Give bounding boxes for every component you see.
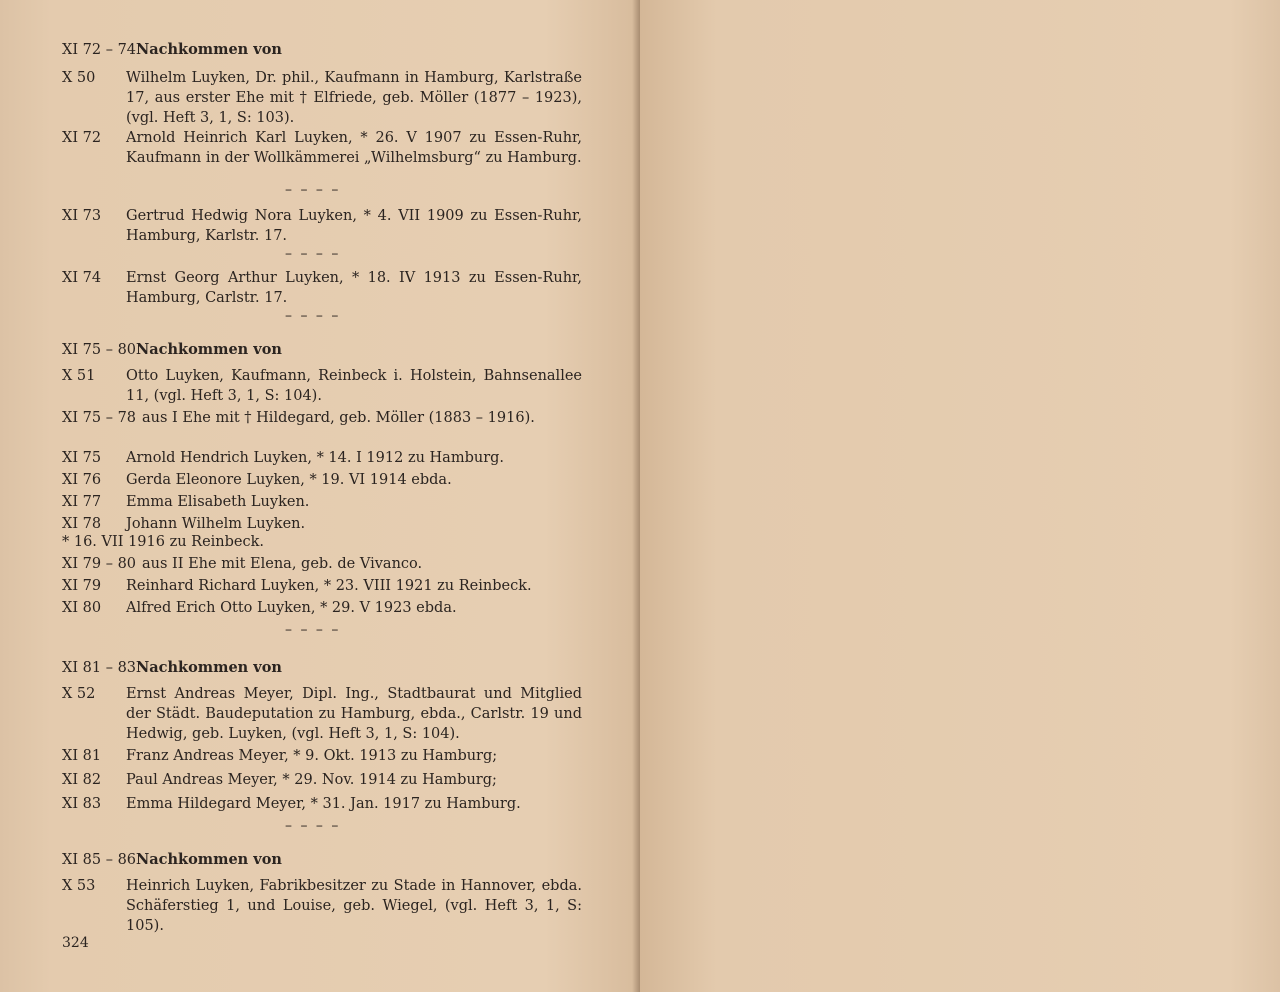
marriage-entry: XI 79 – 80 aus II Ehe mit Elena, geb. de Vivanco. xyxy=(62,556,423,572)
section-heading: XI 72 – 74 Nachkommen von xyxy=(62,41,282,58)
right-page xyxy=(640,0,1280,992)
child-entry: XI 75 Arnold Hendrich Luyken, * 14. I 1912 zu Hamburg. xyxy=(62,450,505,466)
separator: – – – – xyxy=(285,246,341,262)
parent-entry: X 52 Ernst Andreas Meyer, Dipl. Ing., Stadtbaurat und Mitglied der Städt. Baudeputation zu Hamburg, ebda., Carlstr. 19 und Hedwig, geb. Luyken, (vgl. Heft 3, 1, S: 104). xyxy=(62,686,582,742)
child-entry: XI 76 Gerda Eleonore Luyken, * 19. VI 1914 ebda. xyxy=(62,472,452,488)
child-entry: XI 72 Arnold Heinrich Karl Luyken, * 26. V 1907 zu Essen-Ruhr, Kaufmann in der Wollkämmerei „Wilhelmsburg“ zu Hamburg. xyxy=(62,130,582,166)
child-entry: XI 81 Franz Andreas Meyer, * 9. Okt. 1913 zu Hamburg; xyxy=(62,748,498,764)
child-entry: XI 77 Emma Elisabeth Luyken. xyxy=(62,494,310,510)
child-entry: XI 83 Emma Hildegard Meyer, * 31. Jan. 1917 zu Hamburg. xyxy=(62,796,521,812)
child-entry: XI 80 Alfred Erich Otto Luyken, * 29. V 1923 ebda. xyxy=(62,600,457,616)
page-number: 324 xyxy=(62,935,89,951)
marriage-entry: XI 75 – 78 aus I Ehe mit † Hildegard, geb. Möller (1883 – 1916). xyxy=(62,410,535,426)
birth-line: * 16. VII 1916 zu Reinbeck. xyxy=(62,534,265,550)
parent-entry: X 53 Heinrich Luyken, Fabrikbesitzer zu Stade in Hannover, ebda. Schäferstieg 1, und Louise, geb. Wiegel, (vgl. Heft 3, 1, S: 105). xyxy=(62,878,582,934)
section-heading: XI 81 – 83 Nachkommen von xyxy=(62,659,282,676)
separator: – – – – xyxy=(285,182,341,198)
child-entry: XI 79 Reinhard Richard Luyken, * 23. VIII 1921 zu Reinbeck. xyxy=(62,578,532,594)
child-entry: XI 82 Paul Andreas Meyer, * 29. Nov. 1914 zu Hamburg; xyxy=(62,772,497,788)
child-entry: XI 78 Johann Wilhelm Luyken. xyxy=(62,516,306,532)
child-entry: XI 73 Gertrud Hedwig Nora Luyken, * 4. VII 1909 zu Essen-Ruhr, Hamburg, Karlstr. 17. xyxy=(62,208,582,244)
parent-entry: X 50 Wilhelm Luyken, Dr. phil., Kaufmann in Hamburg, Karlstraße 17, aus erster Ehe mit † Elfriede, geb. Möller (1877 – 1923), (vgl. Heft 3, 1, S: 103). xyxy=(62,70,582,126)
separator: – – – – xyxy=(285,308,341,324)
parent-entry: X 51 Otto Luyken, Kaufmann, Reinbeck i. Holstein, Bahnsenallee 11, (vgl. Heft 3, 1, S: 104). xyxy=(62,368,582,404)
child-entry: XI 74 Ernst Georg Arthur Luyken, * 18. IV 1913 zu Essen-Ruhr, Hamburg, Carlstr. 17. xyxy=(62,270,582,306)
separator: – – – – xyxy=(285,622,341,638)
separator: – – – – xyxy=(285,818,341,834)
section-heading: XI 75 – 80 Nachkommen von xyxy=(62,341,282,358)
section-heading: XI 85 – 86 Nachkommen von xyxy=(62,851,282,868)
